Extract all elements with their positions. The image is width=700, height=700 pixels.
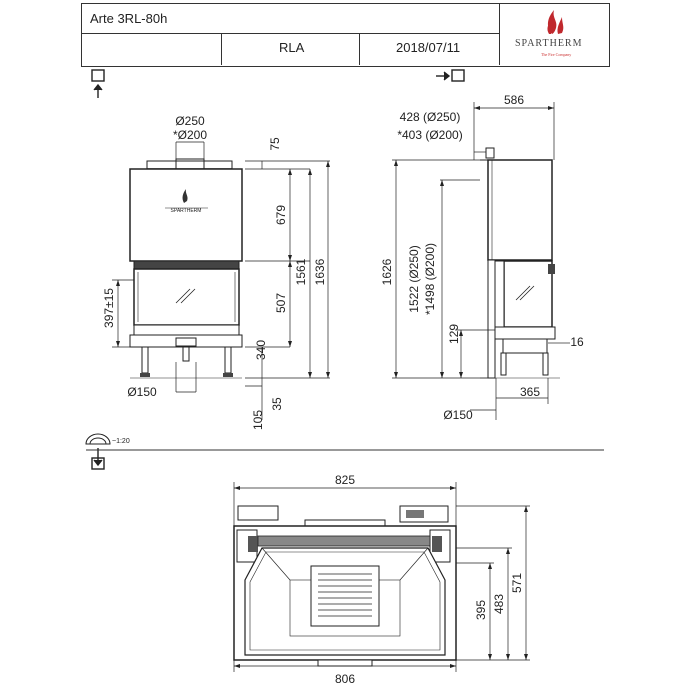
variant-code: RLA (279, 40, 305, 55)
front-view (130, 159, 242, 378)
drawing-date: 2018/07/11 (396, 40, 461, 55)
dim-16: 16 (570, 335, 584, 349)
door-brand-text: SPARTHERM (170, 208, 202, 214)
side-view (480, 148, 560, 378)
dim-397: 397±15 (102, 288, 116, 328)
dim-507: 507 (274, 292, 288, 314)
dim-1561: 1561 (294, 258, 308, 286)
dim-129: 129 (447, 323, 461, 345)
model-name: Arte 3RL-80h (90, 11, 168, 26)
dim-428: 428 (Ø250) (399, 110, 461, 124)
brand-tagline: The Fire Company (541, 52, 572, 57)
flame-logo-icon (547, 10, 563, 34)
dim-35: 35 (270, 397, 284, 411)
front-view-icon (92, 70, 104, 98)
dim-340: 340 (254, 339, 268, 361)
dim-571: 571 (510, 572, 524, 594)
side-air-inlet: Ø150 (443, 408, 473, 422)
dim-586: 586 (503, 93, 525, 107)
scale-label: ~1:20 (112, 438, 130, 445)
dim-365: 365 (519, 385, 541, 399)
top-view-icon (92, 448, 104, 469)
top-view (234, 506, 456, 666)
front-flue-diameter-2: *Ø200 (172, 128, 208, 142)
dim-1522: 1522 (Ø250) (407, 245, 421, 313)
brand-logo-text: SPARTHERM (515, 38, 583, 49)
dim-75: 75 (268, 137, 282, 151)
dim-1636: 1636 (313, 258, 327, 286)
front-air-inlet: Ø150 (127, 385, 157, 399)
dim-395: 395 (474, 599, 488, 621)
dim-1498: *1498 (Ø200) (423, 242, 437, 316)
dim-825: 825 (334, 473, 356, 487)
dim-1626: 1626 (380, 258, 394, 286)
dim-105: 105 (251, 409, 265, 431)
dim-483: 483 (492, 593, 506, 615)
dim-679: 679 (274, 204, 288, 226)
dim-403: *403 (Ø200) (397, 128, 463, 142)
dim-806: 806 (334, 672, 356, 686)
side-view-icon (436, 70, 464, 81)
front-flue-diameter-1: Ø250 (175, 114, 205, 128)
scale-icon (86, 434, 110, 444)
